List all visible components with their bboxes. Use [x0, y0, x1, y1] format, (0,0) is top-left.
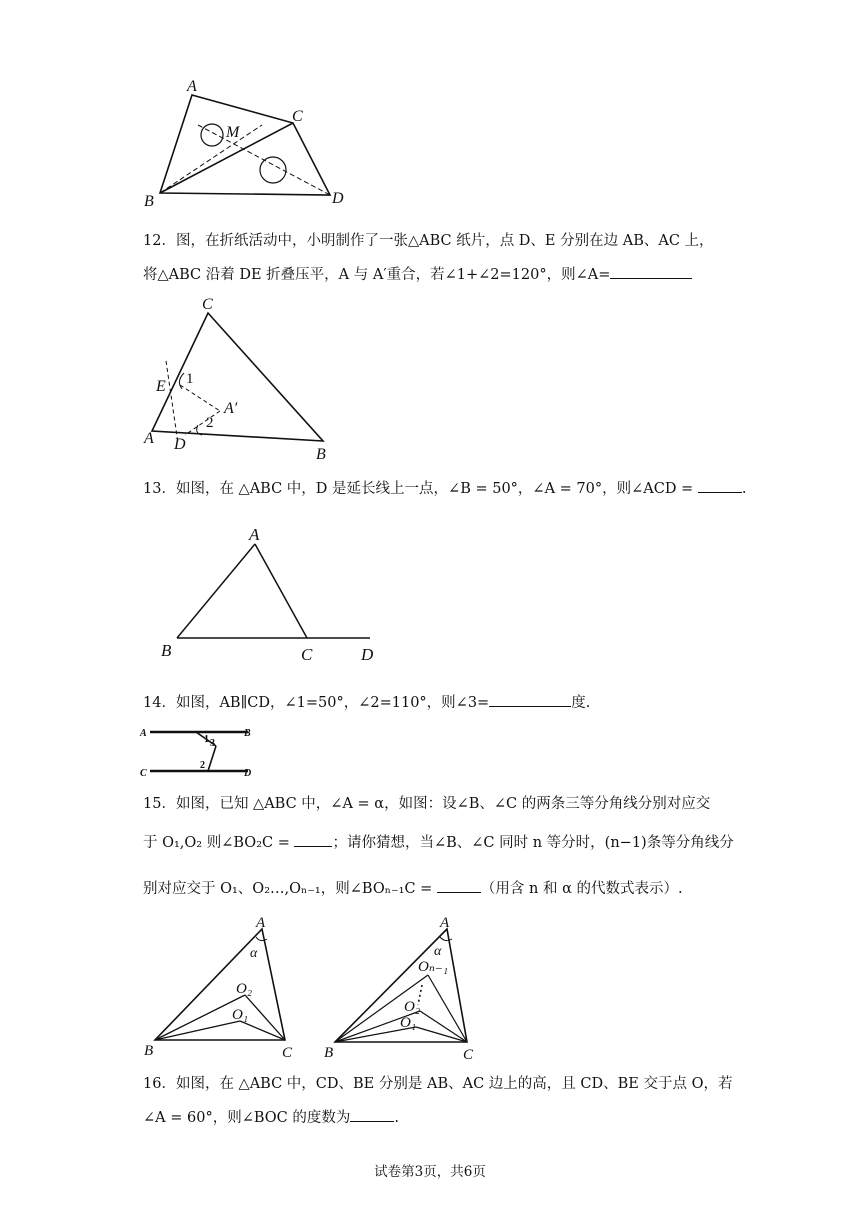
question-12-text: 将△ABC 沿着 DE 折叠压平，A 与 A′重合，若∠1+∠2=120°，则∠A= — [143, 267, 611, 283]
question-15-text-c: 别对应交于 O₁、O₂…,Oₙ₋₁，则∠BOₙ₋₁C = — [143, 881, 437, 897]
figure-q11 — [140, 75, 344, 210]
label-b: B — [144, 1043, 154, 1059]
label-a: A — [256, 915, 266, 931]
label-angle-1: 1 — [186, 371, 194, 387]
label-alpha: α — [434, 944, 442, 959]
label-a: A — [140, 728, 147, 739]
label-angle-2: 2 — [206, 415, 214, 431]
answer-blank-q15-2[interactable] — [437, 878, 481, 893]
label-b: B — [324, 1045, 334, 1061]
label-a-prime: A′ — [224, 400, 238, 417]
label-angle-2: 2 — [200, 760, 205, 771]
answer-blank-q15-1[interactable] — [294, 832, 332, 847]
label-c: C — [202, 296, 213, 313]
figure-q13 — [155, 522, 395, 667]
question-12-line-2 — [143, 264, 692, 286]
label-e: E — [156, 378, 166, 395]
question-15-line-1: 15．如图，已知 △ABC 中，∠A = α，如图：设∠B、∠C 的两条三等分角线分别对应交 — [143, 796, 711, 812]
label-o2: O₂ — [404, 999, 421, 1015]
label-b: B — [144, 193, 154, 210]
figure-q12 — [140, 293, 340, 463]
answer-blank-q13[interactable] — [698, 478, 742, 493]
label-angle-3: 3 — [210, 738, 215, 749]
label-d: D — [174, 436, 186, 453]
answer-blank-q14[interactable] — [489, 692, 571, 707]
question-16-end: . — [394, 1110, 399, 1126]
question-16-text: ∠A = 60°，则∠BOC 的度数为 — [143, 1110, 351, 1126]
label-a: A — [187, 78, 197, 95]
question-13-text: 13．如图，在 △ABC 中，D 是延长线上一点，∠B = 50°，∠A = 70°，则∠ACD = — [143, 481, 698, 497]
question-15-line-3 — [143, 878, 683, 900]
page-footer: 试卷第3页，共6页 — [374, 1164, 486, 1180]
label-d: D — [361, 645, 374, 664]
label-c: C — [292, 108, 303, 125]
question-15-line-2 — [143, 832, 734, 854]
label-alpha: α — [250, 946, 258, 961]
label-a: A — [249, 525, 260, 544]
label-a: A — [144, 430, 154, 447]
figure-q14 — [140, 722, 270, 782]
label-d: D — [244, 768, 252, 779]
figure-q15-1 — [140, 915, 310, 1065]
label-c: C — [463, 1047, 474, 1063]
label-b: B — [244, 728, 251, 739]
label-on-1: Oₙ₋₁ — [418, 959, 449, 975]
label-c: C — [301, 645, 313, 664]
answer-blank-q12[interactable] — [610, 264, 692, 279]
question-14-text: 14．如图，AB∥CD，∠1=50°，∠2=110°，则∠3= — [143, 695, 490, 711]
label-o1: O₁ — [232, 1007, 249, 1023]
question-13 — [143, 478, 746, 500]
question-14-end: 度. — [571, 695, 591, 711]
label-b: B — [316, 446, 326, 463]
question-15-text-d: （用含 n 和 α 的代数式表示）. — [480, 881, 683, 897]
label-b: B — [161, 641, 172, 660]
question-16-line-1: 16．如图，在 △ABC 中，CD、BE 分别是 AB、AC 边上的高，且 CD、BE 交于点 O，若 — [143, 1076, 733, 1092]
question-14 — [143, 692, 590, 714]
answer-blank-q16[interactable] — [350, 1107, 394, 1122]
label-c: C — [140, 768, 147, 779]
question-13-end: . — [741, 481, 747, 497]
question-12-line-1: 12．图，在折纸活动中，小明制作了一张△ABC 纸片，点 D、E 分别在边 AB、AC 上， — [143, 233, 714, 249]
figure-q15-2 — [320, 915, 490, 1065]
question-15-text-a: 于 O₁,O₂ 则∠BO₂C = — [143, 835, 295, 851]
question-16-line-2 — [143, 1107, 399, 1129]
label-angle-1: 1 — [204, 734, 209, 745]
label-d: D — [332, 190, 344, 207]
question-15-text-b: ；请你猜想，当∠B、∠C 同时 n 等分时，(n−1)条等分角线分 — [332, 835, 734, 851]
label-a: A — [440, 915, 450, 931]
label-c: C — [282, 1045, 293, 1061]
label-o1: O₁ — [400, 1015, 417, 1031]
label-m: M — [226, 124, 240, 141]
label-o2: O₂ — [236, 981, 253, 997]
